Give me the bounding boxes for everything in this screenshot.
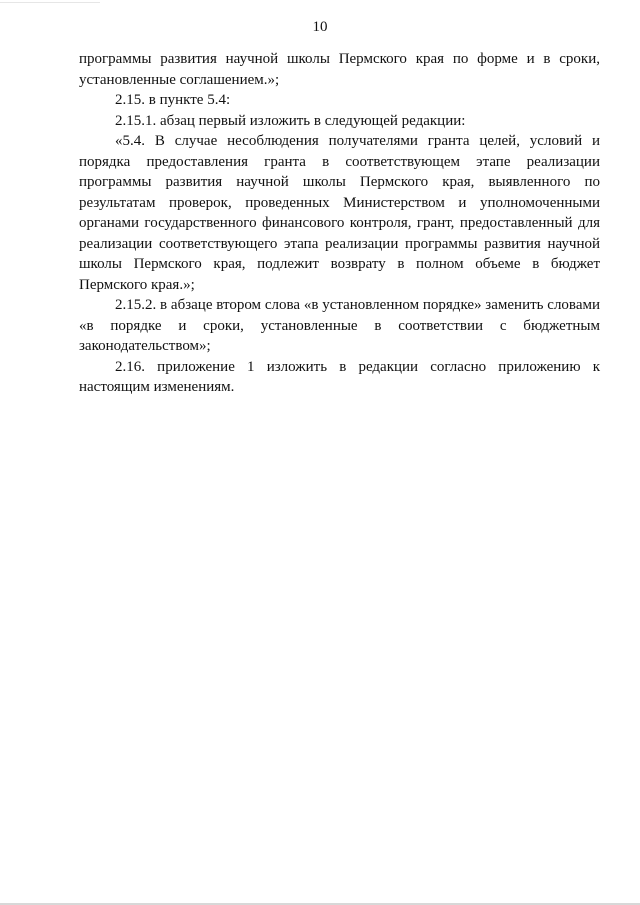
paragraph-quoted-5-4: «5.4. В случае несоблюдения получателями гранта целей, условий и порядка предоставления гранта в соответствующем этапе реализации программы развития научной школы Пермского края, выявленного по результатам проверок, проведенных Министерством и уполномоченными органами государственного финансового контроля, грант, предоставленный для реализации соответствующего этапа реализации программы развития научной школы Пермского края, подлежит возврату в полном объеме в бюджет Пермского края.»; [79,133,600,293]
paragraph-item-2-15: 2.15. в пункте 5.4: [115,92,231,108]
paragraph-continuation: программы развития научной школы Пермского края по форме и в сроки, установленные соглашением.»; [79,51,600,88]
document-body [79,49,600,398]
paragraph-item-2-15-2: 2.15.2. в абзаце втором слова «в установленном порядке» заменить словами «в порядке и сроки, установленные в соответствии с бюджетным законодательством»; [79,297,600,354]
scan-artifact-top [0,2,100,3]
page-number: 10 [312,19,328,35]
paragraph-item-2-16: 2.16. приложение 1 изложить в редакции согласно приложению к настоящим изменениям. [79,358,600,395]
paragraph-item-2-15-1: 2.15.1. абзац первый изложить в следующей редакции: [115,112,466,129]
